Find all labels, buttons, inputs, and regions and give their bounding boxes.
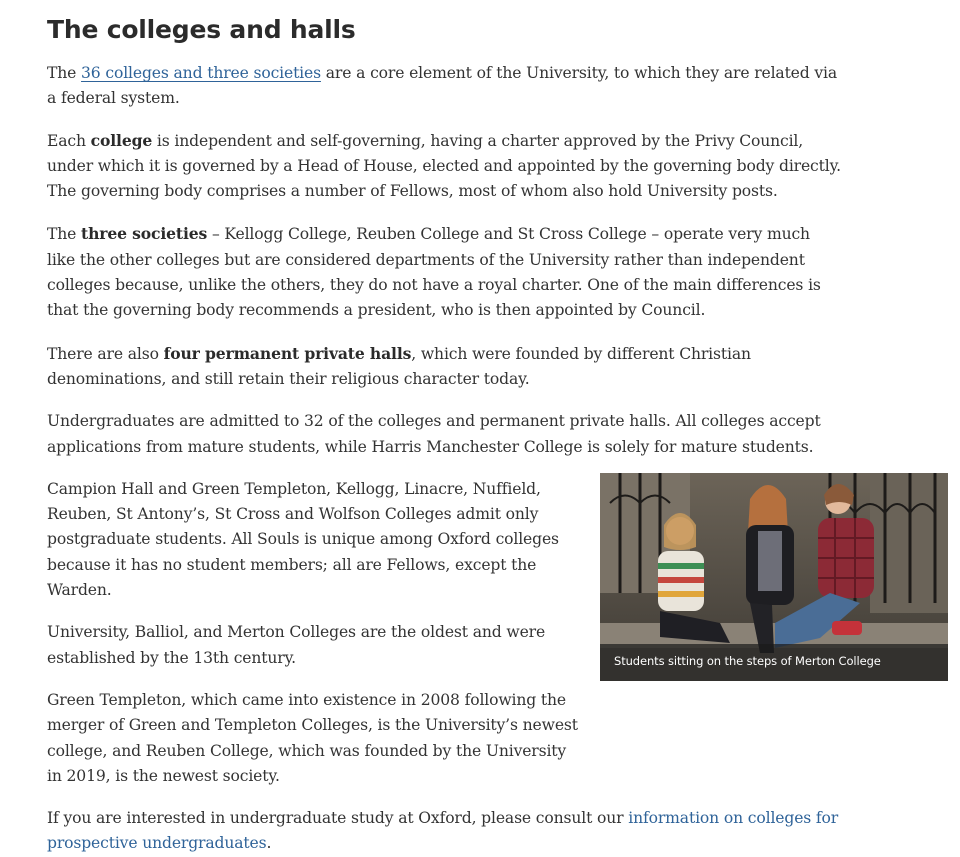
paragraph-text: Each [47, 131, 91, 150]
paragraph-newest: Green Templeton, which came into existence in 2008 following the merger of Green and Templeton Colleges, is the University’s newest college, and Reuben College, which was founded by the University in 2019, is the newest society. [47, 690, 578, 785]
paragraph-text: – Kellogg College, Reuben College and St Cross College – operate very much like the other colleges but are considered departments of the University rather than independent colleges because, unlike the others, they do not have a royal charter. One of the main differences is that the governing body recommends a president, who is then appointed by Council. [47, 225, 821, 320]
paragraph-postgraduate: Campion Hall and Green Templeton, Kellogg, Linacre, Nuffield, Reuben, St Antony’s, St Cross and Wolfson Colleges admit only postgraduate students. All Souls is unique among Oxford colleges because it has no student members; all are Fellows, except the Warden. [47, 479, 559, 600]
bold-term: college [90, 130, 153, 150]
paragraph-text: is independent and self-governing, having a charter approved by the Privy Council, under which it is governed by a Head of House, elected and appointed by the governing body directly. The governing body comprises a number of Fellows, most of whom also hold University posts. [47, 131, 841, 201]
caption-bar [600, 644, 948, 681]
section-heading: The colleges and halls [47, 15, 356, 44]
paragraph-prospective [47, 806, 842, 857]
colleges-list-link[interactable]: 36 colleges and three societies [81, 64, 321, 82]
paragraph-intro [47, 61, 842, 112]
article-content [47, 0, 947, 857]
paragraph-text: The [47, 64, 82, 82]
paragraph-text: , which were founded by different Christian denominations, and still retain their religious character today. [47, 344, 751, 388]
bold-term: three societies [81, 224, 208, 244]
paragraph-text: are a core element of the University, to which they are related via a federal system. [47, 64, 838, 108]
paragraph-text: There are also [47, 344, 164, 363]
merton-students-photo [600, 473, 948, 681]
paragraph-societies [47, 221, 842, 323]
paragraph-text: If you are interested in undergraduate study at Oxford, please consult our [47, 809, 629, 828]
paragraph-undergraduates: Undergraduates are admitted to 32 of the colleges and permanent private halls. All colleges accept applications from mature students, while Harris Manchester College is solely for mature students. [47, 412, 821, 456]
paragraph-oldest: University, Balliol, and Merton Colleges are the oldest and were established by the 13th century. [47, 623, 546, 667]
paragraph-text: . [266, 834, 272, 853]
bold-term: four permanent private halls [163, 343, 412, 363]
paragraph-text: The [47, 225, 82, 244]
photo-caption: Students sitting on the steps of Merton College [614, 654, 881, 668]
paragraph-halls [47, 341, 842, 393]
prospective-undergraduates-link[interactable]: information on colleges for prospective undergraduates [47, 809, 839, 853]
paragraph-college [47, 128, 842, 205]
